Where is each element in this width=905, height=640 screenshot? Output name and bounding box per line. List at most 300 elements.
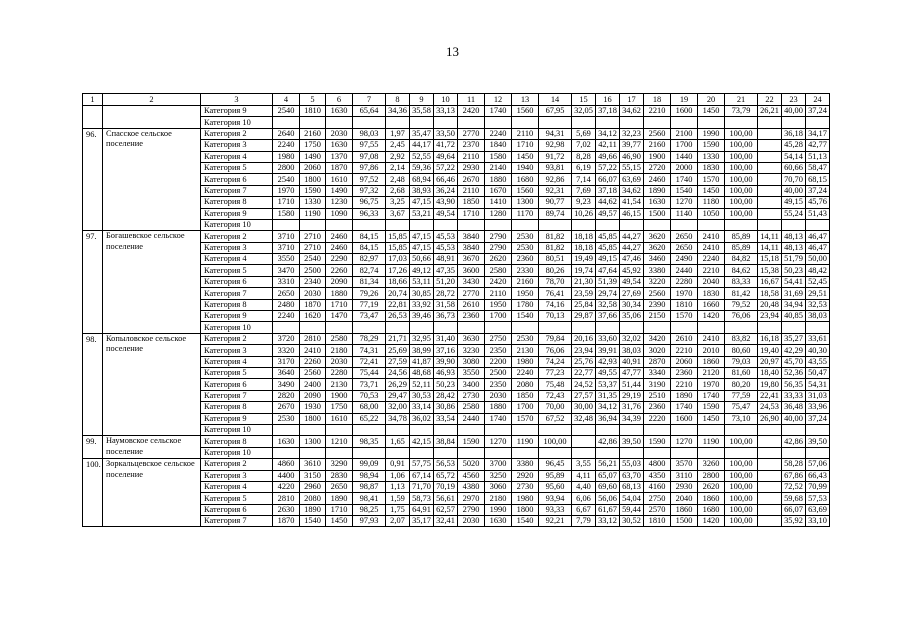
- table-cell: 1,59: [386, 493, 410, 504]
- table-cell: [758, 128, 782, 139]
- table-cell: 24,56: [386, 367, 410, 378]
- table-cell: [410, 117, 434, 128]
- table-cell: 2360: [512, 254, 539, 265]
- table-cell: 1930: [300, 402, 326, 413]
- table-cell: [671, 219, 698, 230]
- table-cell: 3060: [485, 481, 512, 492]
- table-row: [83, 128, 830, 139]
- table-cell: 20,16: [572, 333, 596, 344]
- column-header: 12: [485, 94, 512, 106]
- table-cell: 1980: [512, 493, 539, 504]
- table-cell: 3020: [644, 345, 671, 356]
- table-cell: [572, 219, 596, 230]
- table-cell: [596, 219, 620, 230]
- table-cell: 14,11: [758, 242, 782, 253]
- table-cell: 100,00: [725, 140, 758, 151]
- table-cell: 56,61: [434, 493, 458, 504]
- settlement-name: [103, 106, 201, 129]
- table-cell: [300, 219, 326, 230]
- table-cell: 1800: [300, 413, 326, 424]
- table-cell: 92,31: [539, 185, 572, 196]
- table-cell: 1140: [671, 208, 698, 219]
- table-cell: 1710: [326, 299, 353, 310]
- table-cell: 80,51: [539, 254, 572, 265]
- table-cell: 51,13: [806, 151, 830, 162]
- table-cell: 4350: [644, 470, 671, 481]
- column-header: 21: [725, 94, 758, 106]
- table-cell: 1710: [326, 504, 353, 515]
- table-cell: [512, 322, 539, 333]
- table-cell: 2650: [273, 288, 300, 299]
- table-cell: 2540: [273, 106, 300, 117]
- table-cell: 1950: [485, 299, 512, 310]
- table-cell: 2060: [671, 356, 698, 367]
- table-cell: 1990: [698, 128, 725, 139]
- table-cell: 2710: [300, 242, 326, 253]
- table-cell: 50,23: [782, 265, 806, 276]
- table-cell: 1780: [512, 299, 539, 310]
- table-cell: [353, 117, 386, 128]
- table-cell: 66,43: [806, 470, 830, 481]
- table-cell: 2800: [698, 470, 725, 481]
- table-cell: 4860: [273, 459, 300, 470]
- table-cell: 2670: [458, 174, 485, 185]
- table-cell: [572, 117, 596, 128]
- table-cell: 52,11: [410, 379, 434, 390]
- table-cell: 2040: [671, 493, 698, 504]
- table-cell: 47,15: [410, 242, 434, 253]
- table-cell: 2730: [512, 481, 539, 492]
- table-cell: 36,48: [782, 402, 806, 413]
- table-cell: 2420: [458, 106, 485, 117]
- table-cell: 33,12: [596, 516, 620, 527]
- table-cell: 38,03: [620, 345, 644, 356]
- table-cell: 21,71: [386, 333, 410, 344]
- table-cell: 3570: [671, 459, 698, 470]
- table-cell: 59,44: [620, 504, 644, 515]
- table-cell: 81,34: [353, 276, 386, 287]
- table-cell: 39,90: [434, 356, 458, 367]
- table-cell: 2870: [644, 356, 671, 367]
- table-cell: 83,82: [725, 333, 758, 344]
- table-cell: 42,86: [596, 436, 620, 447]
- table-cell: 18,58: [758, 288, 782, 299]
- table-cell: [300, 447, 326, 458]
- table-cell: 2240: [512, 367, 539, 378]
- table-cell: 75,47: [725, 402, 758, 413]
- table-cell: 1610: [326, 174, 353, 185]
- table-cell: 17,03: [386, 254, 410, 265]
- table-cell: 2360: [671, 367, 698, 378]
- column-header: 14: [539, 94, 572, 106]
- table-cell: 3700: [485, 459, 512, 470]
- category-cell: Категория 9: [201, 413, 273, 424]
- table-cell: 52,55: [410, 151, 434, 162]
- table-cell: [671, 117, 698, 128]
- table-cell: 2530: [512, 333, 539, 344]
- column-header: 19: [671, 94, 698, 106]
- table-cell: 79,26: [353, 288, 386, 299]
- table-cell: 36,73: [434, 311, 458, 322]
- table-cell: 82,74: [353, 265, 386, 276]
- page-number: 13: [446, 44, 459, 59]
- table-cell: 2090: [300, 390, 326, 401]
- table-cell: 32,41: [434, 516, 458, 527]
- table-cell: 21,30: [572, 276, 596, 287]
- table-row: [83, 436, 830, 447]
- table-cell: [725, 447, 758, 458]
- category-cell: Категория 7: [201, 185, 273, 196]
- table-cell: [326, 447, 353, 458]
- table-cell: 100,00: [725, 197, 758, 208]
- table-cell: 1800: [512, 504, 539, 515]
- table-cell: 4800: [644, 459, 671, 470]
- column-header: 16: [596, 94, 620, 106]
- table-cell: [386, 117, 410, 128]
- table-cell: 85,89: [725, 242, 758, 253]
- table-cell: [782, 219, 806, 230]
- table-cell: [410, 424, 434, 435]
- table-cell: 2560: [644, 288, 671, 299]
- table-cell: [620, 322, 644, 333]
- table-cell: 5020: [458, 459, 485, 470]
- table-cell: 56,35: [782, 379, 806, 390]
- table-cell: 2160: [644, 140, 671, 151]
- table-cell: [539, 117, 572, 128]
- table-cell: 2720: [644, 162, 671, 173]
- table-cell: 2030: [300, 288, 326, 299]
- table-cell: 100,00: [725, 162, 758, 173]
- table-cell: 2,48: [386, 174, 410, 185]
- table-cell: 2110: [512, 128, 539, 139]
- table-cell: 81,42: [725, 288, 758, 299]
- table-cell: 6,06: [572, 493, 596, 504]
- table-cell: 2110: [458, 151, 485, 162]
- table-cell: 1410: [485, 197, 512, 208]
- table-cell: 23,59: [572, 288, 596, 299]
- table-cell: [326, 322, 353, 333]
- table-cell: 2210: [671, 345, 698, 356]
- table-cell: 2290: [326, 254, 353, 265]
- table-cell: 18,18: [572, 242, 596, 253]
- category-cell: Категория 10: [201, 322, 273, 333]
- table-cell: 1710: [512, 140, 539, 151]
- table-cell: [410, 219, 434, 230]
- table-cell: 1300: [300, 436, 326, 447]
- table-cell: [410, 447, 434, 458]
- table-cell: 84,15: [353, 231, 386, 242]
- table-cell: 2030: [485, 390, 512, 401]
- category-cell: Категория 6: [201, 276, 273, 287]
- table-cell: [539, 424, 572, 435]
- table-cell: 1500: [671, 516, 698, 527]
- table-cell: 1850: [458, 197, 485, 208]
- table-cell: [758, 447, 782, 458]
- table-cell: 29,87: [572, 311, 596, 322]
- table-cell: 1980: [273, 151, 300, 162]
- table-cell: 19,74: [572, 265, 596, 276]
- table-cell: 64,91: [410, 504, 434, 515]
- table-cell: 1700: [671, 140, 698, 151]
- table-cell: 3710: [273, 231, 300, 242]
- table-cell: 9,23: [572, 197, 596, 208]
- table-cell: 2410: [698, 333, 725, 344]
- table-cell: 66,07: [596, 174, 620, 185]
- table-cell: 100,00: [725, 493, 758, 504]
- table-cell: 1860: [698, 493, 725, 504]
- table-cell: 97,93: [353, 516, 386, 527]
- table-cell: 3670: [458, 254, 485, 265]
- table-cell: 49,15: [596, 254, 620, 265]
- table-cell: 81,60: [725, 367, 758, 378]
- table-cell: 67,95: [539, 106, 572, 117]
- category-cell: Категория 7: [201, 288, 273, 299]
- category-cell: Категория 10: [201, 219, 273, 230]
- table-cell: 51,39: [596, 276, 620, 287]
- table-cell: 2540: [273, 174, 300, 185]
- table-cell: 37,24: [806, 106, 830, 117]
- table-cell: 1670: [485, 185, 512, 196]
- table-cell: 1900: [644, 151, 671, 162]
- table-cell: 96,75: [353, 197, 386, 208]
- table-cell: 2770: [458, 288, 485, 299]
- table-cell: [758, 459, 782, 470]
- table-cell: 3720: [273, 333, 300, 344]
- table-cell: 2750: [644, 493, 671, 504]
- table-cell: 77,19: [353, 299, 386, 310]
- table-cell: 3380: [512, 459, 539, 470]
- table-cell: 3430: [458, 276, 485, 287]
- table-cell: 2180: [485, 493, 512, 504]
- table-cell: 24,52: [572, 379, 596, 390]
- table-cell: 1800: [300, 174, 326, 185]
- table-cell: 65,22: [353, 413, 386, 424]
- table-cell: 24,53: [758, 402, 782, 413]
- table-cell: [434, 322, 458, 333]
- table-cell: 2210: [671, 379, 698, 390]
- table-cell: 77,59: [725, 390, 758, 401]
- table-cell: 67,86: [782, 470, 806, 481]
- column-header: 6: [326, 94, 353, 106]
- table-cell: 43,55: [806, 356, 830, 367]
- table-cell: 46,47: [806, 242, 830, 253]
- table-cell: [644, 117, 671, 128]
- table-cell: [644, 322, 671, 333]
- table-cell: 1860: [671, 504, 698, 515]
- table-cell: 2610: [671, 333, 698, 344]
- table-cell: 2030: [458, 516, 485, 527]
- table-cell: [698, 447, 725, 458]
- column-header: 11: [458, 94, 485, 106]
- table-cell: 31,35: [596, 390, 620, 401]
- table-cell: 1560: [512, 185, 539, 196]
- table-cell: 44,27: [620, 242, 644, 253]
- table-cell: 6,19: [572, 162, 596, 173]
- table-cell: 53,21: [410, 208, 434, 219]
- category-cell: Категория 3: [201, 242, 273, 253]
- table-cell: 95,89: [539, 470, 572, 481]
- table-cell: 39,50: [806, 436, 830, 447]
- table-cell: 2920: [512, 470, 539, 481]
- table-cell: 2140: [485, 162, 512, 173]
- table-cell: 97,52: [353, 174, 386, 185]
- table-cell: [671, 424, 698, 435]
- table-cell: 1880: [485, 402, 512, 413]
- table-cell: 2810: [300, 333, 326, 344]
- table-cell: 33,33: [782, 390, 806, 401]
- table-cell: 77,23: [539, 367, 572, 378]
- table-cell: 31,76: [620, 402, 644, 413]
- table-cell: 2350: [485, 345, 512, 356]
- table-cell: [620, 447, 644, 458]
- table-cell: 2820: [273, 390, 300, 401]
- table-cell: 26,53: [386, 311, 410, 322]
- category-cell: Категория 4: [201, 151, 273, 162]
- table-cell: [620, 424, 644, 435]
- table-cell: 34,36: [386, 106, 410, 117]
- table-cell: 85,89: [725, 231, 758, 242]
- table-cell: 65,72: [434, 470, 458, 481]
- table-cell: 100,00: [539, 436, 572, 447]
- settlement-number: 97.: [83, 231, 103, 334]
- table-cell: 1830: [698, 288, 725, 299]
- table-cell: 26,90: [758, 413, 782, 424]
- category-cell: Категория 9: [201, 311, 273, 322]
- table-cell: 1740: [485, 106, 512, 117]
- table-cell: 1700: [485, 311, 512, 322]
- table-cell: 1590: [698, 140, 725, 151]
- table-cell: 48,68: [410, 367, 434, 378]
- table-cell: 2650: [671, 242, 698, 253]
- table-cell: 1580: [485, 151, 512, 162]
- table-cell: [353, 322, 386, 333]
- table-cell: 2480: [273, 299, 300, 310]
- table-cell: 36,02: [410, 413, 434, 424]
- table-cell: [353, 447, 386, 458]
- table-cell: 2160: [512, 276, 539, 287]
- table-cell: 2080: [300, 493, 326, 504]
- table-cell: [300, 117, 326, 128]
- table-cell: 44,62: [596, 197, 620, 208]
- table-cell: 16,67: [758, 276, 782, 287]
- table-cell: 26,29: [386, 379, 410, 390]
- table-cell: 1190: [698, 436, 725, 447]
- table-cell: 97,32: [353, 185, 386, 196]
- table-cell: [273, 117, 300, 128]
- table-cell: 60,66: [782, 162, 806, 173]
- table-cell: 57,53: [806, 493, 830, 504]
- table-cell: 4400: [273, 470, 300, 481]
- table-cell: 2410: [698, 242, 725, 253]
- category-cell: Категория 10: [201, 424, 273, 435]
- table-cell: 1,97: [386, 128, 410, 139]
- table-cell: 34,39: [620, 413, 644, 424]
- table-cell: [539, 447, 572, 458]
- table-cell: 45,53: [434, 242, 458, 253]
- table-cell: 2710: [300, 231, 326, 242]
- table-cell: 29,19: [620, 390, 644, 401]
- table-cell: 90,77: [539, 197, 572, 208]
- table-cell: 1950: [512, 288, 539, 299]
- table-cell: 4160: [644, 481, 671, 492]
- table-cell: 1050: [698, 208, 725, 219]
- table-cell: 1570: [671, 311, 698, 322]
- table-cell: 1740: [698, 390, 725, 401]
- table-cell: 1280: [485, 208, 512, 219]
- table-cell: 1890: [644, 185, 671, 196]
- table-cell: 45,70: [782, 356, 806, 367]
- table-cell: 6,67: [572, 504, 596, 515]
- table-cell: 41,72: [434, 140, 458, 151]
- table-cell: [725, 424, 758, 435]
- table-cell: 1450: [698, 413, 725, 424]
- table-cell: 32,95: [410, 333, 434, 344]
- table-cell: 52,36: [782, 367, 806, 378]
- category-cell: Категория 6: [201, 174, 273, 185]
- table-cell: 1860: [698, 356, 725, 367]
- column-header: 20: [698, 94, 725, 106]
- table-cell: 98,35: [353, 436, 386, 447]
- table-cell: 2150: [644, 311, 671, 322]
- table-cell: 67,14: [410, 470, 434, 481]
- table-cell: 49,55: [596, 367, 620, 378]
- table-cell: 58,47: [806, 162, 830, 173]
- table-cell: 1980: [512, 356, 539, 367]
- table-cell: 3490: [273, 379, 300, 390]
- table-cell: 51,43: [806, 208, 830, 219]
- table-cell: 1490: [300, 151, 326, 162]
- table-cell: 2440: [458, 413, 485, 424]
- table-cell: 44,27: [620, 231, 644, 242]
- table-cell: 25,84: [572, 299, 596, 310]
- table-cell: 76,06: [725, 311, 758, 322]
- table-cell: 2420: [485, 276, 512, 287]
- table-cell: 2460: [644, 174, 671, 185]
- table-cell: 1590: [644, 436, 671, 447]
- table-cell: 2560: [300, 367, 326, 378]
- table-cell: [485, 424, 512, 435]
- table-cell: 1630: [326, 106, 353, 117]
- table-cell: 84,82: [725, 254, 758, 265]
- table-cell: 2280: [671, 276, 698, 287]
- table-cell: 84,62: [725, 265, 758, 276]
- table-cell: 2750: [485, 333, 512, 344]
- table-cell: 46,93: [434, 367, 458, 378]
- table-cell: 95,60: [539, 481, 572, 492]
- table-cell: 1750: [326, 402, 353, 413]
- table-cell: 38,03: [806, 311, 830, 322]
- table-cell: [434, 447, 458, 458]
- table-cell: 1590: [300, 185, 326, 196]
- table-cell: 81,82: [539, 231, 572, 242]
- table-cell: 31,40: [434, 333, 458, 344]
- category-cell: Категория 2: [201, 128, 273, 139]
- table-cell: 14,11: [758, 231, 782, 242]
- table-cell: 81,82: [539, 242, 572, 253]
- table-cell: 3260: [698, 459, 725, 470]
- table-cell: 3460: [644, 254, 671, 265]
- table-cell: [698, 424, 725, 435]
- table-cell: 1880: [485, 174, 512, 185]
- table-cell: 55,15: [620, 162, 644, 173]
- table-cell: 1970: [273, 185, 300, 196]
- table-cell: 29,74: [596, 288, 620, 299]
- table-cell: 3380: [644, 265, 671, 276]
- table-cell: 56,21: [596, 459, 620, 470]
- category-cell: Категория 2: [201, 231, 273, 242]
- table-cell: [572, 436, 596, 447]
- column-header: 22: [758, 94, 782, 106]
